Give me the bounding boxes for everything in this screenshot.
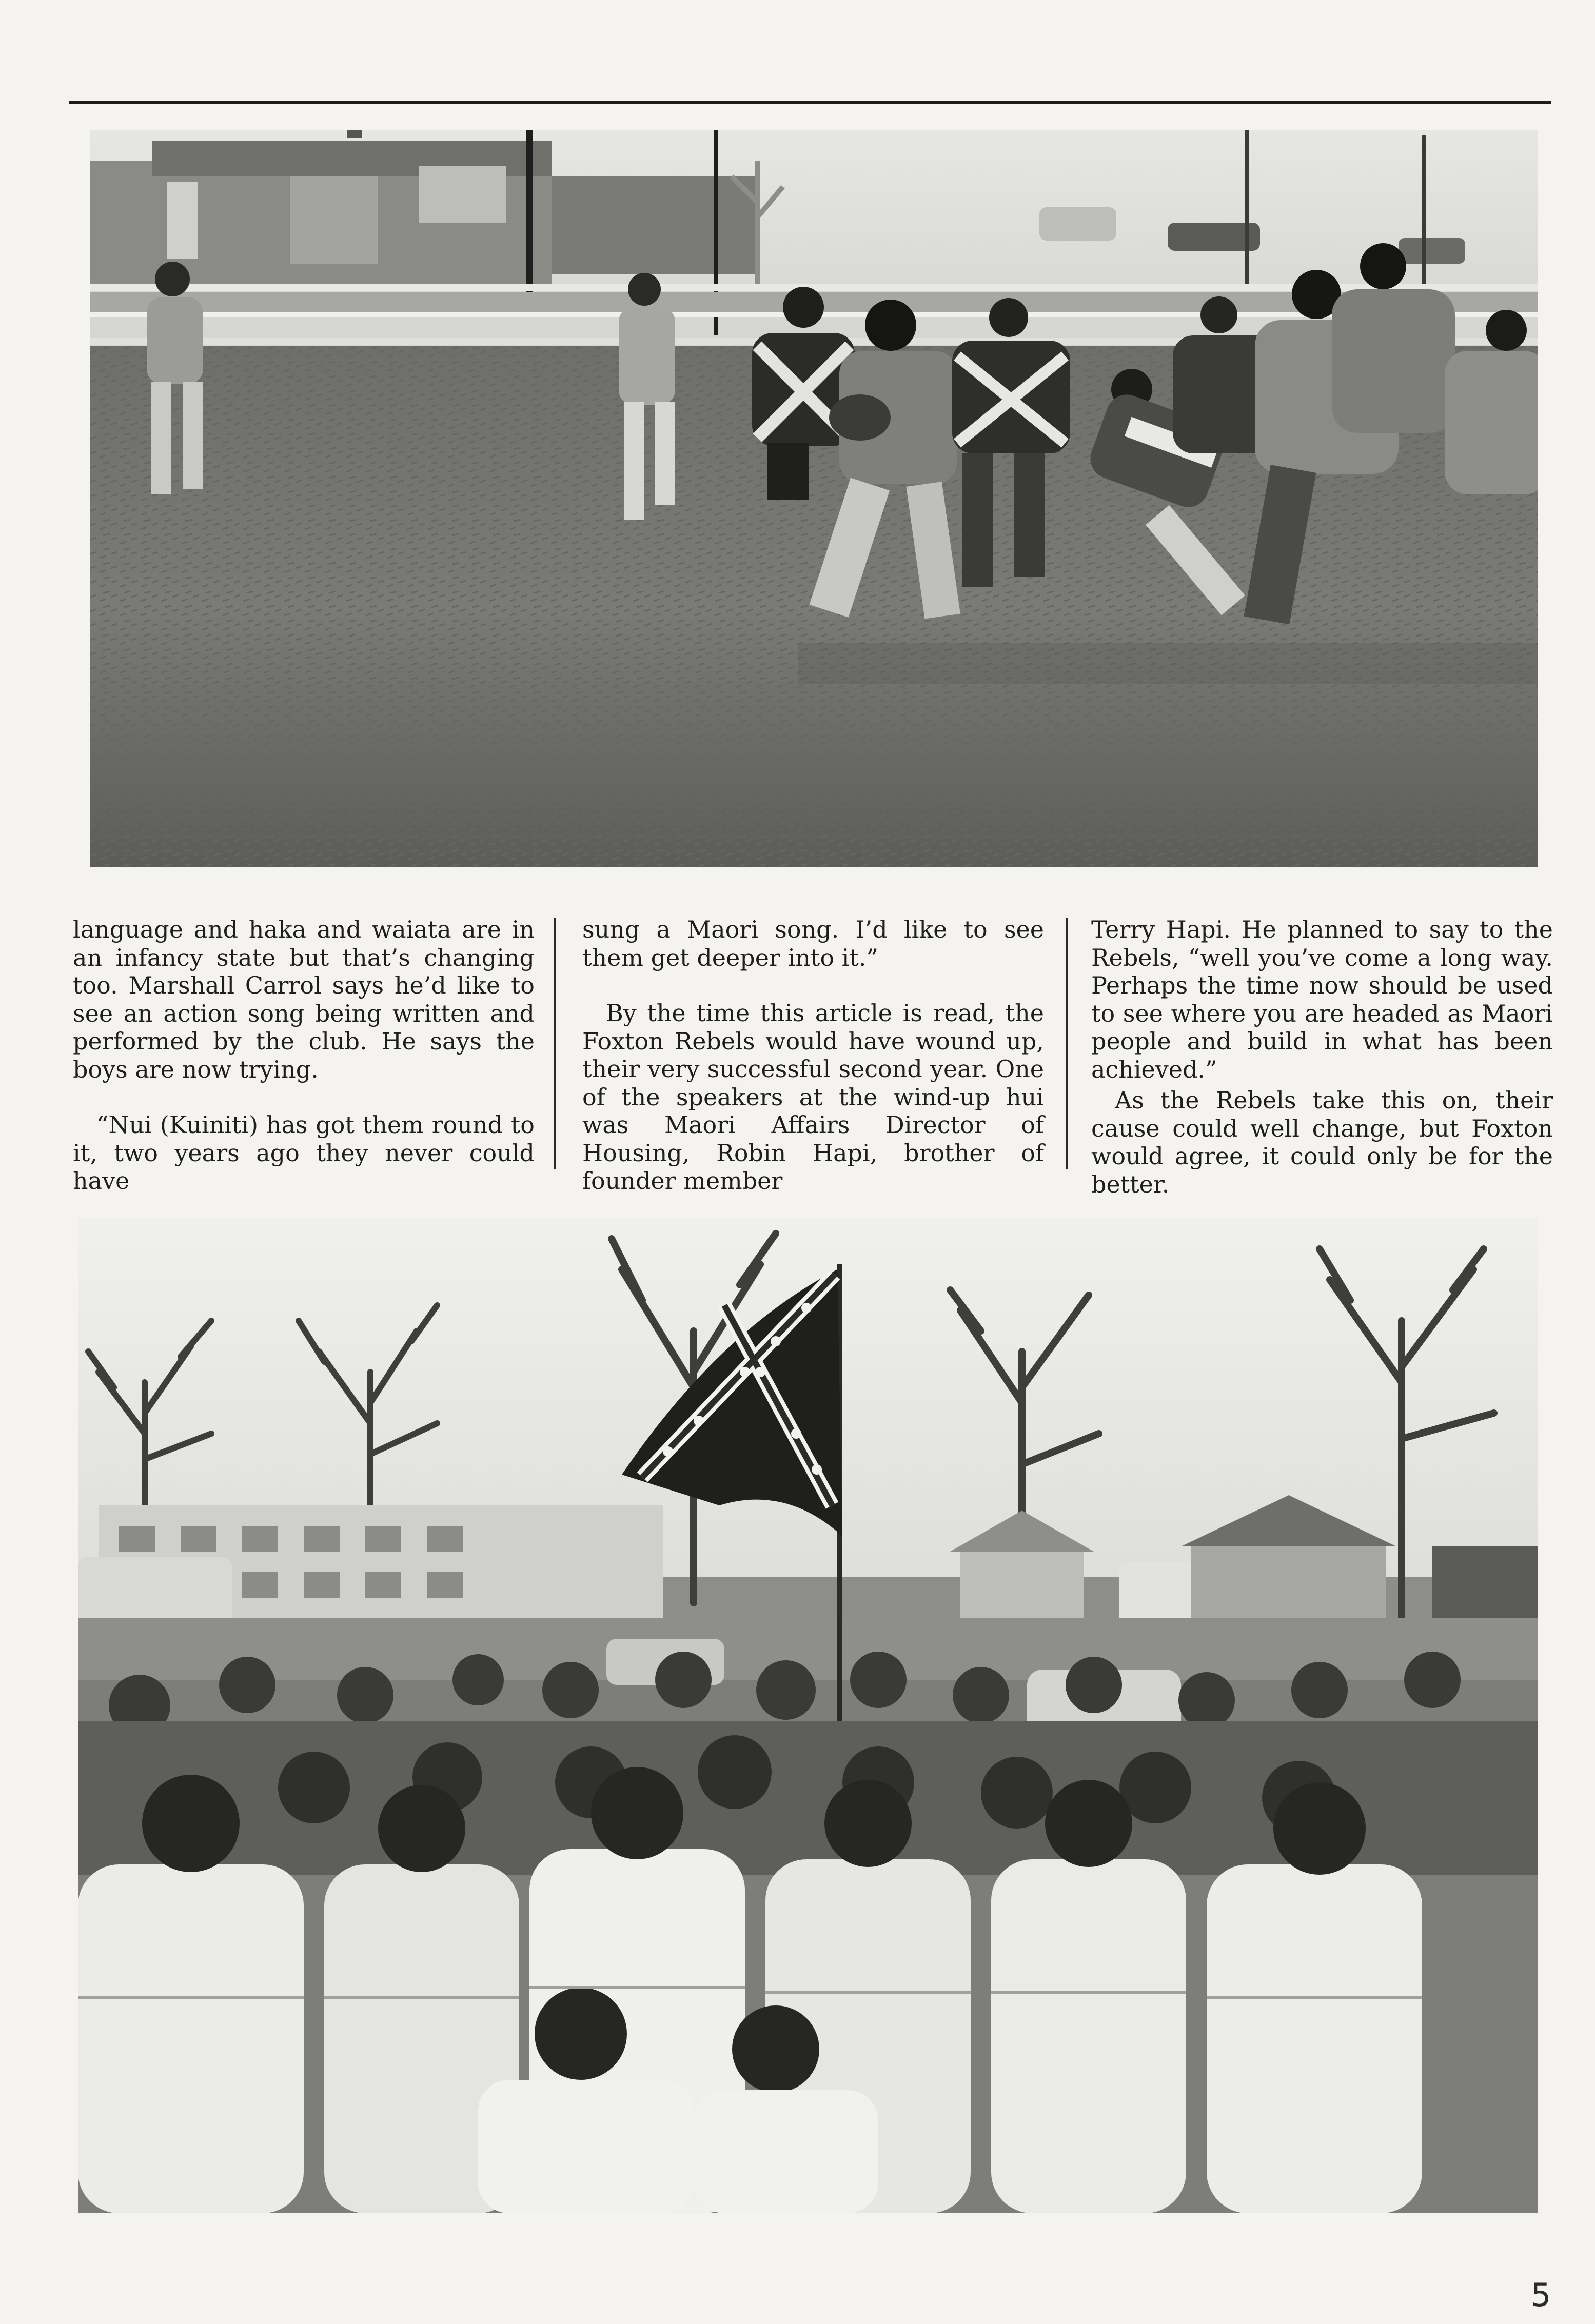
article-paragraph: By the time this article is read, the Foxton Rebels would have wound up, their very successful second year. One of the speakers at the wind-up hui was Maori Affairs Director of Housing, Robin Hapi, brother of founder member — [582, 999, 1044, 1195]
page-number: 5 — [1531, 2276, 1551, 2314]
rugby-match-illustration — [90, 130, 1538, 867]
article-paragraph: language and haka and waiata are in an infancy state but that’s changing too. Marshall Carrol says he’d like to see an action song being written and performed by the club. He says the boys are now trying. — [73, 916, 535, 1083]
group-with-flag-photo — [78, 1218, 1538, 2213]
group-with-flag-illustration — [78, 1218, 1538, 2213]
article-paragraph: As the Rebels take this on, their cause could well change, but Foxton would agree, it could only be for the better. — [1091, 1086, 1553, 1198]
top-rule — [69, 101, 1551, 104]
article-column-1 — [73, 916, 535, 1195]
rugby-match-photo — [90, 130, 1538, 867]
column-divider — [1066, 918, 1068, 1169]
article-paragraph: sung a Maori song. I’d like to see them get deeper into it.” — [582, 916, 1044, 971]
article-column-3 — [1091, 916, 1553, 1198]
column-divider — [554, 918, 556, 1169]
article-column-2 — [582, 916, 1044, 1195]
article-paragraph: Terry Hapi. He planned to say to the Rebels, “well you’ve come a long way. Perhaps the time now should be used to see where you are headed as Maori people and build in what has been achieved.” — [1091, 916, 1553, 1083]
article-paragraph: “Nui (Kuiniti) has got them round to it, two years ago they never could have — [73, 1111, 535, 1195]
